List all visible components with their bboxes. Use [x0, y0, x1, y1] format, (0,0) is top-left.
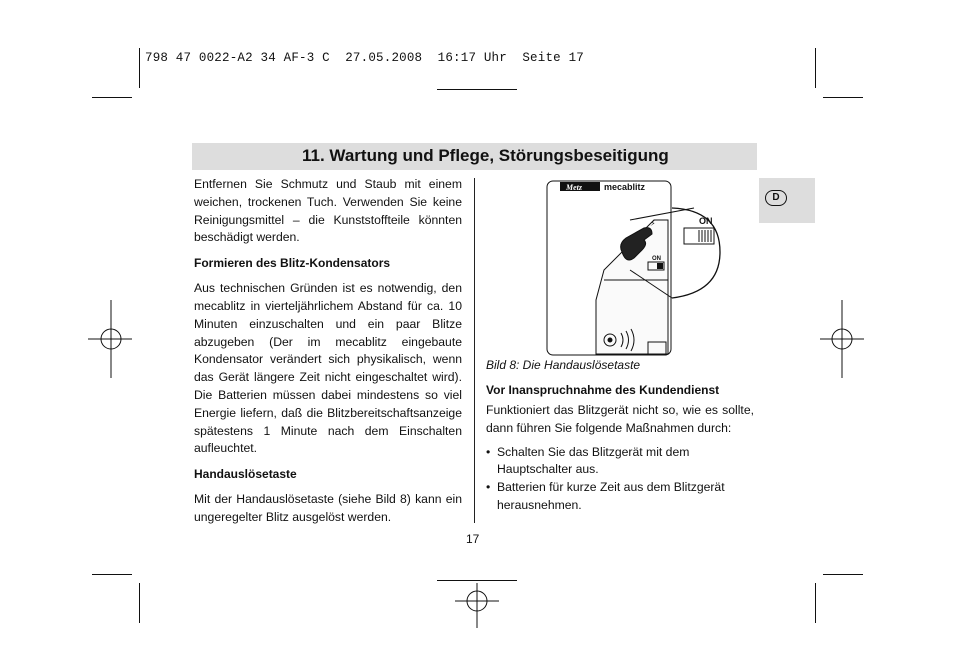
heading-capacitor: Formieren des Blitz-Kondensators: [194, 256, 391, 271]
list-item: • Batterien für kurze Zeit aus dem Blitzgerät herausnehmen.: [486, 479, 754, 515]
language-label: D: [765, 190, 787, 206]
capacitor-paragraph: Aus technischen Gründen ist es notwendig, den mecablitz in vierteljährlichem Abstand für ca. 10 Minuten einzuschalten und ein paar Blitze abzugeben (Der im mecablitz eingebaute Kondensator verändert sich physikalisch, wenn das Gerät längere Zeit nicht eingeschaltet wird). Die Batterien müssen dabei mindestens so viel Energie liefern, daß die Blitzbereitschaftsanzeige spätestens 1 Minute nach dem Einschalten aufleuchtet.: [194, 281, 462, 456]
switch-label: ON: [699, 216, 713, 226]
zoom-callout-arc: [672, 208, 720, 298]
print-header: 798 47 0022-A2 34 AF-3 C 27.05.2008 16:17 Uhr Seite 17: [145, 51, 584, 65]
registration-mark-bottom: [455, 583, 499, 628]
manual-trigger-paragraph: Mit der Handauslösetaste (siehe Bild 8) kann ein ungeregelter Blitz ausgelöst werden.: [194, 492, 462, 524]
registration-mark-left: [88, 300, 132, 378]
model-label: mecablitz: [604, 182, 646, 192]
intro-paragraph: Entfernen Sie Schmutz und Staub mit einem weichen, trockenen Tuch. Verwenden Sie keine Reinigungsmittel – die Kunststoffteile könnten beschädigt werden.: [194, 177, 462, 245]
left-column: [194, 176, 462, 527]
registration-mark-right: [820, 300, 864, 378]
page-number: 17: [466, 532, 480, 546]
heading-customer-service: Vor Inanspruchnahme des Kundendienst: [486, 383, 720, 397]
logo-badge: [560, 182, 600, 192]
list-item: • Schalten Sie das Blitzgerät mit dem Hauptschalter aus.: [486, 444, 754, 480]
right-column: [486, 382, 754, 515]
small-switch-label: ON: [652, 256, 661, 262]
figure-caption: Bild 8: Die Handauslösetaste: [486, 358, 641, 372]
section-title: 11. Wartung und Pflege, Störungsbeseitigung: [302, 146, 669, 165]
measures-list: [486, 444, 754, 515]
column-divider: [474, 178, 475, 523]
language-tab: [759, 178, 815, 223]
main-switch-icon: [684, 216, 714, 244]
brand-logo: Metz: [566, 183, 582, 192]
section-title-band: [192, 143, 757, 170]
flash-symbol-icon: ⚡: [650, 219, 656, 228]
flash-unit-illustration: [544, 180, 724, 358]
customer-service-intro: Funktioniert das Blitzgerät nicht so, wie es sollte, dann führen Sie folgende Maßnahmen durch:: [486, 403, 754, 435]
heading-manual-trigger: Handauslösetaste: [194, 467, 297, 482]
